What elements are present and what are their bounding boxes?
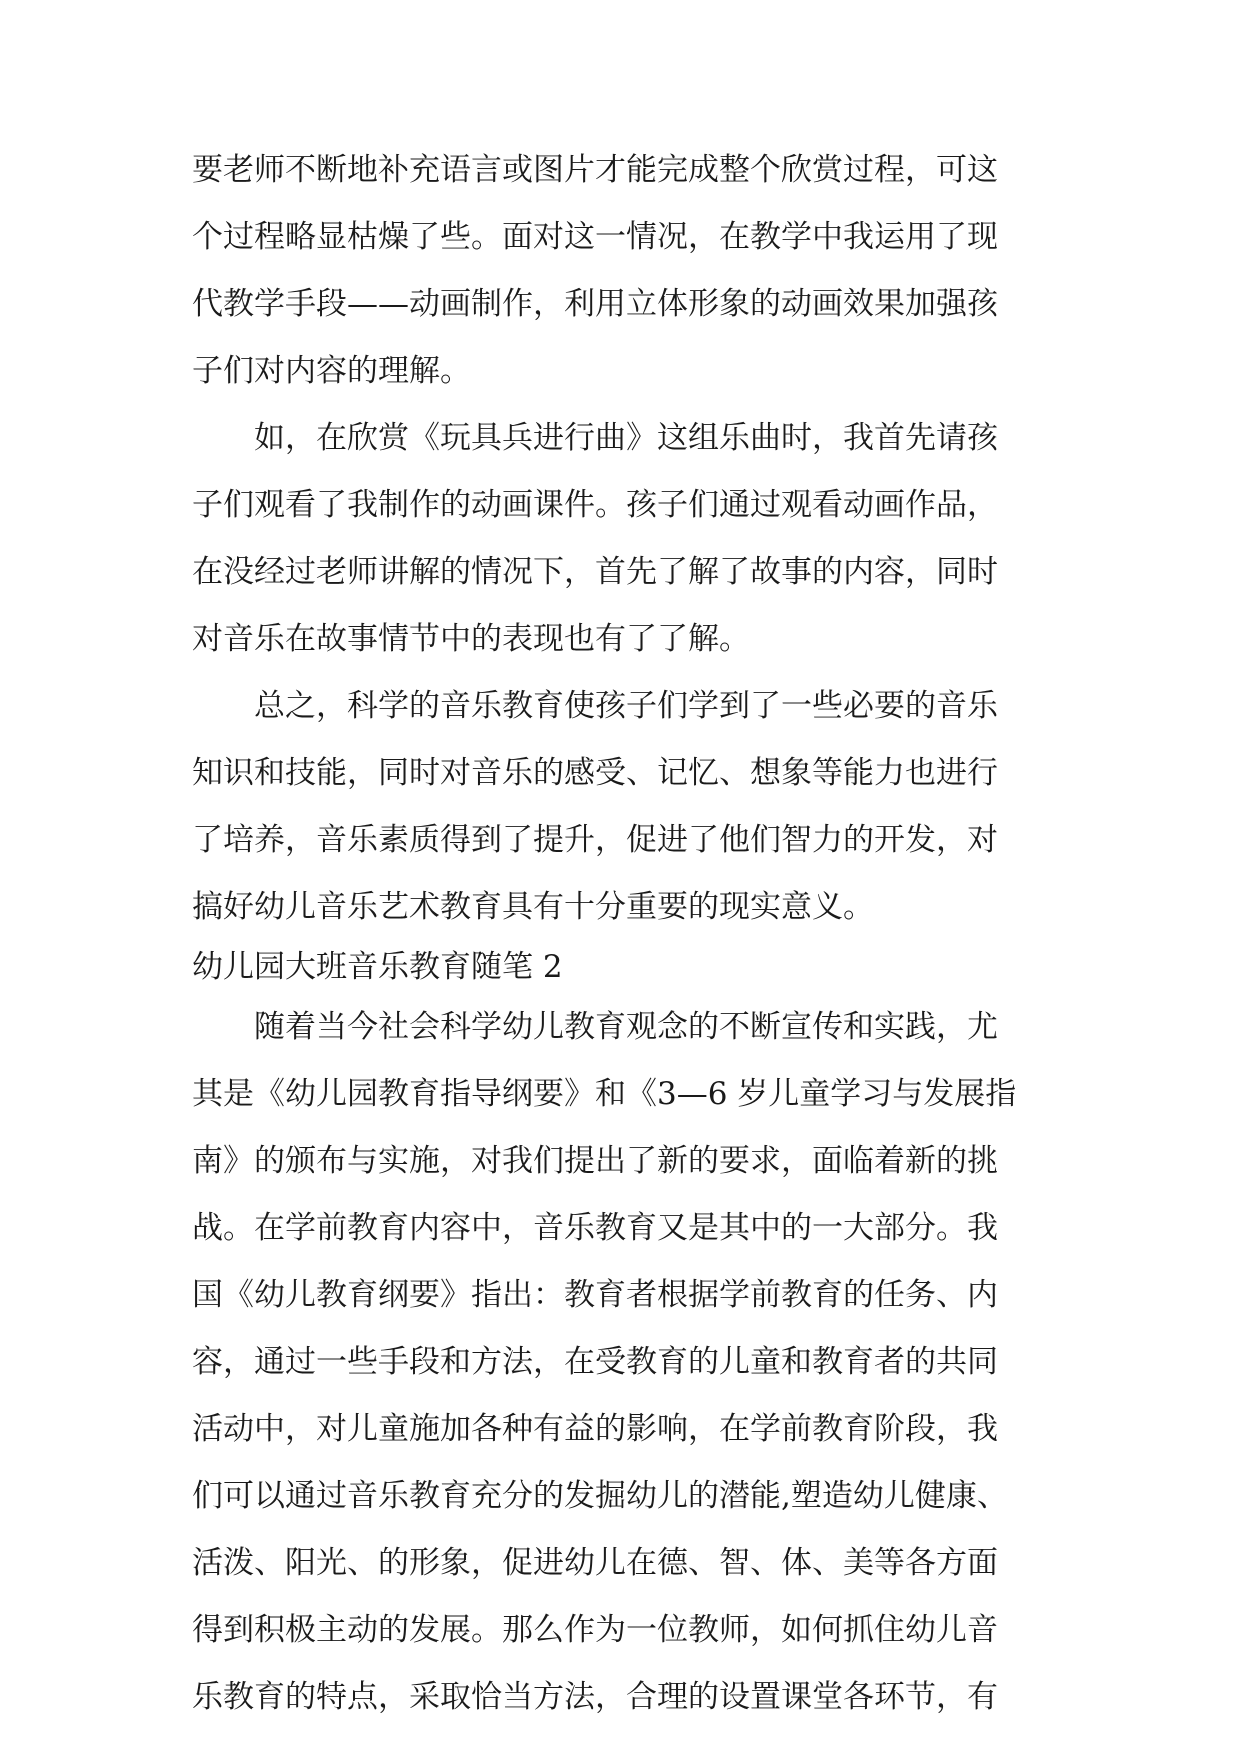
- text-line: 们可以通过音乐教育充分的发掘幼儿的潜能,塑造幼儿健康、: [192, 1478, 1008, 1514]
- text-line: 战。在学前教育内容中，音乐教育又是其中的一大部分。我: [192, 1210, 998, 1246]
- text-line: 子们对内容的理解。: [192, 353, 471, 389]
- text-line: 了培养，音乐素质得到了提升，促进了他们智力的开发，对: [192, 822, 998, 858]
- text-line: 搞好幼儿音乐艺术教育具有十分重要的现实意义。: [192, 889, 874, 925]
- text-line: 在没经过老师讲解的情况下，首先了解了故事的内容，同时: [192, 554, 998, 590]
- text-line: 南》的颁布与实施，对我们提出了新的要求，面临着新的挑: [192, 1143, 998, 1179]
- text-line: 如，在欣赏《玩具兵进行曲》这组乐曲时，我首先请孩: [192, 420, 998, 456]
- text-line: 对音乐在故事情节中的表现也有了了解。: [192, 621, 750, 657]
- text-line: 总之，科学的音乐教育使孩子们学到了一些必要的音乐: [192, 688, 998, 724]
- text-line: 代教学手段——动画制作，利用立体形象的动画效果加强孩: [192, 286, 998, 322]
- text-line: 个过程略显枯燥了些。面对这一情况，在教学中我运用了现: [192, 219, 998, 255]
- text-line: 国《幼儿教育纲要》指出：教育者根据学前教育的任务、内: [192, 1277, 998, 1313]
- text-line: 要老师不断地补充语言或图片才能完成整个欣赏过程，可这: [192, 152, 998, 188]
- text-line: 得到积极主动的发展。那么作为一位教师，如何抓住幼儿音: [192, 1612, 998, 1648]
- section-heading: 幼儿园大班音乐教育随笔 2: [192, 949, 563, 985]
- text-line: 子们观看了我制作的动画课件。孩子们通过观看动画作品，: [192, 487, 998, 523]
- text-line: 随着当今社会科学幼儿教育观念的不断宣传和实践，尤: [192, 1009, 998, 1045]
- text-line: 活动中，对儿童施加各种有益的影响，在学前教育阶段，我: [192, 1411, 998, 1447]
- text-line: 乐教育的特点，采取恰当方法，合理的设置课堂各环节，有: [192, 1679, 998, 1715]
- text-line: 容，通过一些手段和方法，在受教育的儿童和教育者的共同: [192, 1344, 998, 1380]
- text-line: 其是《幼儿园教育指导纲要》和《3—6 岁儿童学习与发展指: [192, 1076, 1017, 1112]
- text-line: 活泼、阳光、的形象，促进幼儿在德、智、体、美等各方面: [192, 1545, 998, 1581]
- text-line: 知识和技能，同时对音乐的感受、记忆、想象等能力也进行: [192, 755, 998, 791]
